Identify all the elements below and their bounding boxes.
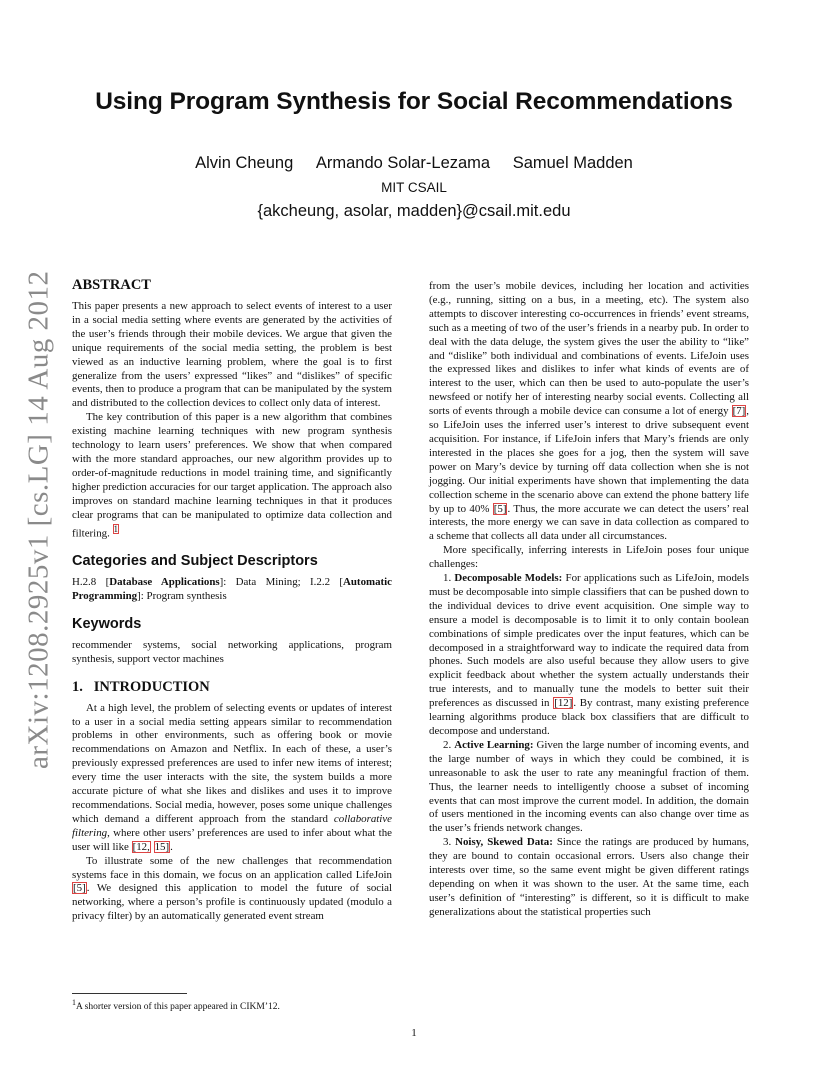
author-list: [0, 154, 828, 173]
affiliation: MIT CSAIL: [381, 180, 447, 195]
abstract-heading: ABSTRACT: [72, 277, 151, 293]
challenge-number: 3.: [443, 836, 456, 849]
right-column: [429, 280, 749, 920]
categories-section: [72, 553, 392, 604]
footnote-link[interactable]: 1: [113, 523, 119, 534]
page-number: 1: [411, 1027, 417, 1039]
intro-text: . We designed this application to model the future of social networking, where a person’s profile is continuously updated (modulo a privacy filter) by an automatically generated event stream: [72, 882, 392, 923]
intro-paragraph: [72, 702, 392, 855]
body-paragraph: [429, 280, 749, 544]
category-bold: Database Applications: [109, 576, 220, 589]
footnote-divider: [72, 993, 187, 994]
challenge-item: [429, 572, 749, 739]
categories-text: [72, 576, 392, 604]
body-paragraph: More specifically, inferring interests in LifeJoin poses four unique challenges:: [429, 544, 749, 571]
citation-link[interactable]: [5]: [73, 882, 86, 895]
category-bold: Automatic Programming: [72, 576, 393, 602]
keywords-text: recommender systems, social networking applications, program synthesis, support vector machines: [72, 638, 392, 665]
citation-link[interactable]: [12]: [554, 697, 573, 710]
body-text: , so LifeJoin uses the inferred user’s interest to drive subsequent event acquisition. For instance, if LifeJoin infers that Mary’s friends are only interested in the places she goes for a jog, then the system will save power on Mary’s device by turning off data collection when she is not jogging. Our initial experiments have shown that implementing the data collection scheme in the scenario above can extend the phone battery life by up to 40%: [429, 405, 749, 515]
category-text: H.2.8 [: [72, 576, 110, 589]
challenge-number: 1.: [443, 572, 455, 585]
footnote-text: A shorter version of this paper appeared in CIKM’12.: [75, 1002, 280, 1013]
challenge-number: 2.: [443, 738, 455, 751]
paper-title: Using Program Synthesis for Social Recommendations: [95, 88, 733, 115]
author-name: Armando Solar-Lezama: [315, 154, 491, 172]
introduction-heading: 1. INTRODUCTION: [72, 678, 210, 695]
categories-heading: Categories and Subject Descriptors: [72, 553, 318, 570]
challenge-title: Noisy, Skewed Data:: [455, 836, 553, 849]
intro-text: .: [170, 840, 173, 853]
abstract-section: [72, 277, 392, 541]
challenge-text: . By contrast, many existing preference learning algorithms produce black box classifiers that are difficult to decompose and understand.: [429, 697, 749, 737]
challenge-text: For applications such as LifeJoin, models must be decomposable into simple classifiers that can be pushed down to the individual devices to drive event acquisition. One simple way to ensure a model is decomposable is to limit it to only contain boolean combinations of simple predicates over the input features, which can be decomposed in a straightforward way to indicate the required data from phones. Such models are also useful because they allow users to give explicit feedback about whether the system actually understands their true interests, and to manually tune the models to better suit their preferences as discussed in: [429, 572, 749, 710]
author-name: Alvin Cheung: [195, 154, 294, 172]
intro-paragraph: [72, 855, 392, 925]
footnote-mark: 1: [72, 998, 76, 1007]
citation-link[interactable]: 15]: [154, 840, 170, 853]
keywords-heading: Keywords: [72, 615, 142, 632]
keywords-section: [72, 616, 392, 667]
category-text: ]: Program synthesis: [137, 589, 227, 602]
intro-text: At a high level, the problem of selecting events or updates of interest to a user in a social media setting appears similar to recommendation problems in other environments, such as offering book or movie recommendations on Amazon and Netflix. In each of these, a user’s previously expressed preferences are used to infer new items of interest; every time the user interacts with the site, the system builds a more accurate picture of what she likes and dislikes and uses it to improve recommendations. Social media, however, poses some unique challenges which demand a different approach from the standard: [72, 701, 392, 825]
introduction-section: [72, 679, 392, 925]
author-emails: {akcheung, asolar, madden}@csail.mit.edu: [257, 202, 571, 220]
challenge-item: [429, 836, 749, 919]
arxiv-stamp: arXiv:1208.2925v1 [cs.LG] 14 Aug 2012: [22, 270, 55, 770]
footnote: [72, 998, 392, 1012]
citation-link[interactable]: [5]: [493, 502, 507, 515]
body-text: . Thus, the more accurate we can detect the users’ real interests, the more energy we can save in data collection as compared to a scheme that collects all data under all circumstances.: [429, 502, 749, 543]
category-text: ]: Data Mining; I.2.2 [: [219, 576, 344, 589]
intro-text: , where other users’ preferences are used to infer about what the user will like: [72, 826, 392, 853]
body-text: from the user’s mobile devices, including her location and activities (e.g., running, sitting on a bus, in a meeting, etc). The system also attempts to discover interesting co-occurrences in friends’ event streams, such as a meeting of two of the user’s friends in a nearby pub. In order to deal with the data deluge, the system gives the user the ability to “like” and “dislike” both individual and combinations of events. LifeJoin uses the expressed likes and dislikes to infer what kinds of events are of interest to the user, which can then be used to auto-populate the user’s newsfeed or notify her of interesting nearby social events. Collecting all sorts of events through a mobile device can consume a lot of energy: [429, 280, 749, 418]
intro-text: To illustrate some of the new challenges that recommendation systems face in this domain, we focus on an application called LifeJoin: [72, 854, 392, 881]
abstract-text: The key contribution of this paper is a new algorithm that combines existing machine learning techniques with new program synthesis technology to learn users’ preferences. We show that when compared with the more standard approaches, our new algorithm provides up to order-of-magnitude reductions in model training time, and significantly higher prediction accuracies for our target application. The approach also improves on standard machine learning techniques in that it produces clear programs that can be manipulated to optimize data collection and filtering.: [72, 411, 392, 540]
challenge-title: Decomposable Models:: [454, 572, 563, 585]
challenge-item: [429, 739, 749, 836]
left-column: [72, 277, 392, 936]
abstract-paragraph: This paper presents a new approach to select events of interest to a user in a social media setting where events are generated by the activities of the user’s friends through their mobile devices. We argue that given the unique requirements of the social media setting, the problem is best viewed as an inductive learning problem, where the goal is to first generalize from the users’ expressed “likes” and “dislikes” of specific events, then to produce a program that can be manipulated by the system and distributed to the collection devices to collect only data of interest.: [72, 300, 392, 410]
challenge-text: Since the ratings are produced by humans, they are bound to contain occasional errors. Users also change their interests over time, so the same event might be given different ratings depending on when it was shown to the user. At the same time, each user’s definition of “interesting” is different, so it is difficult to make generalizations about the statistical properties such: [429, 836, 749, 918]
citation-link[interactable]: [12,: [132, 840, 150, 853]
challenge-title: Active Learning:: [454, 738, 534, 751]
challenge-text: Given the large number of incoming events, and the large number of ways in which they could be combined, it is unreasonable to ask the user to rate any meaningful fraction of them. Thus, the learner needs to intelligently choose a subset of incoming events that can most improve the current model. In addition, the domain of users mentioned in the incoming events can also change over time as the user’s friends network changes.: [429, 738, 749, 835]
citation-link[interactable]: [7]: [732, 405, 746, 418]
intro-italic: collaborative filtering: [72, 812, 392, 839]
author-name: Samuel Madden: [512, 154, 633, 172]
abstract-paragraph: [72, 411, 392, 541]
